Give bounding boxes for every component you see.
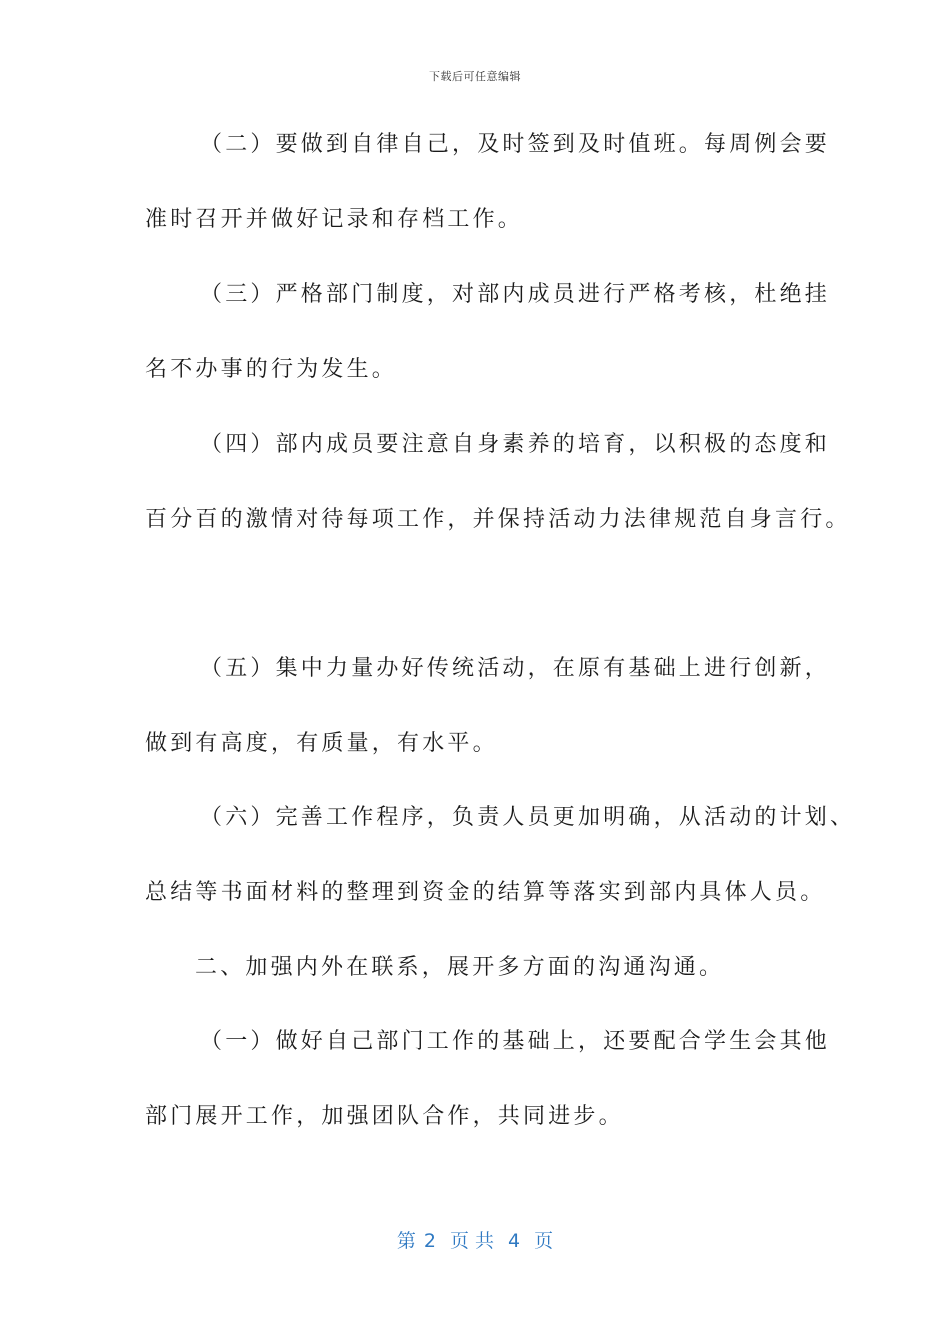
paragraph-line: 部门展开工作，加强团队合作，共同进步。 — [145, 1104, 624, 1129]
paragraph-line: 准时召开并做好记录和存档工作。 — [145, 207, 524, 232]
footer-suffix: 页 — [534, 1230, 554, 1252]
footer-current-page: 2 — [423, 1230, 436, 1252]
paragraph-line: 总结等书面材料的整理到资金的结算等落实到部内具体人员。 — [145, 880, 826, 905]
paragraph-line: 做到有高度，有质量，有水平。 — [145, 731, 498, 756]
paragraph-line: （三）严格部门制度，对部内成员进行严格考核，杜绝挂 — [200, 282, 831, 307]
page-number-footer — [0, 1226, 950, 1253]
paragraph-line: （四）部内成员要注意自身素养的培育，以积极的态度和 — [200, 432, 831, 457]
paragraph-line: （五）集中力量办好传统活动，在原有基础上进行创新， — [200, 656, 831, 681]
footer-prefix: 第 — [396, 1230, 416, 1252]
section-heading: 二、加强内外在联系，展开多方面的沟通沟通。 — [195, 955, 725, 980]
paragraph-line: 百分百的激情对待每项工作，并保持活动力法律规范自身言行。 — [145, 507, 851, 532]
paragraph-line: （一）做好自己部门工作的基础上，还要配合学生会其他 — [200, 1029, 831, 1054]
paragraph-line: （二）要做到自律自己，及时签到及时值班。每周例会要 — [200, 132, 831, 157]
paragraph-line: （六）完善工作程序，负责人员更加明确，从活动的计划、 — [200, 805, 856, 830]
page-header: 下载后可任意编辑 — [429, 70, 521, 83]
footer-middle: 页共 — [449, 1230, 500, 1252]
paragraph-line: 名不办事的行为发生。 — [145, 357, 398, 382]
footer-total-pages: 4 — [508, 1230, 521, 1252]
